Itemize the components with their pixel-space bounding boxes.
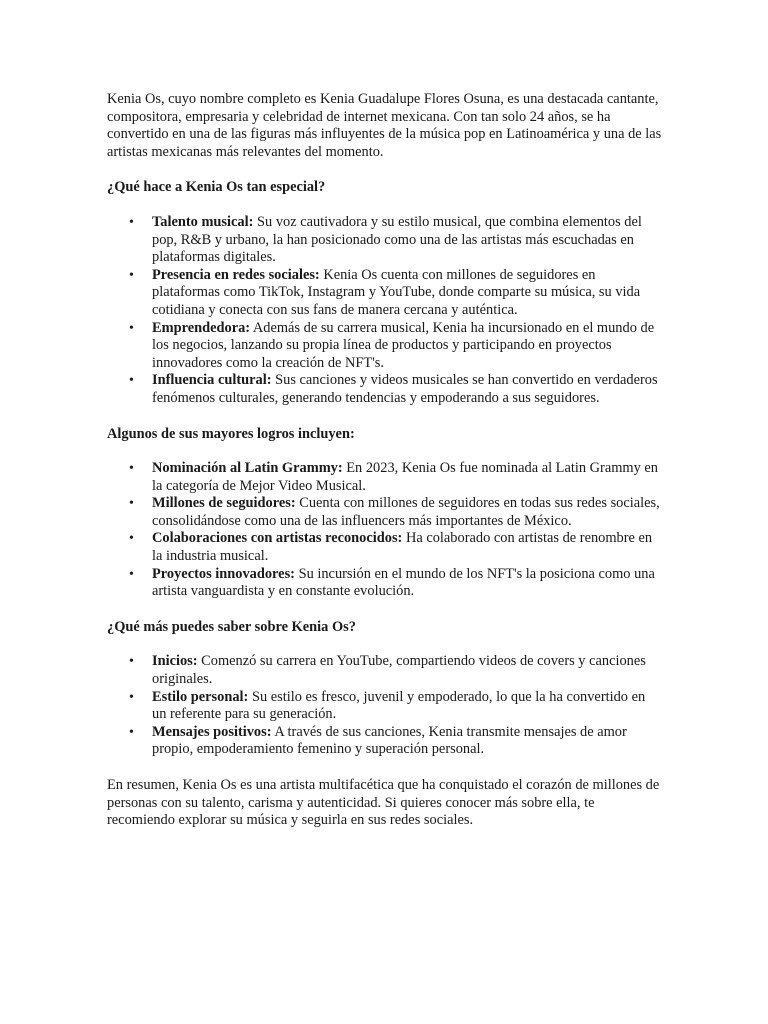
list-item <box>129 495 662 530</box>
bullet-icon: • <box>129 373 134 389</box>
list-item-text: Su voz cautivadora y su estilo musical, que combina elementos del pop, R&B y urbano, la han posicionado como una de las artistas más escuchadas en plataformas digitales. <box>152 213 642 266</box>
list-item-text: Su incursión en el mundo de los NFT's la posiciona como una artista vanguardista y en constante evolución. <box>152 565 655 600</box>
section-heading-mas: ¿Qué más puedes saber sobre Kenia Os? <box>107 618 356 635</box>
list-item <box>129 372 662 407</box>
list-item-text: Kenia Os cuenta con millones de seguidores en plataformas como TikTok, Instagram y YouTube, donde comparte su música, su vida cotidiana y conecta con sus fans de manera cercana y auténtica. <box>152 266 641 318</box>
list-item-term: Emprendedora: <box>152 319 251 336</box>
list-item-text: Ha colaborado con artistas de renombre en la industria musical. <box>152 530 653 565</box>
bullet-list-mas <box>107 653 662 759</box>
list-item <box>129 565 662 601</box>
list-item <box>129 460 662 495</box>
bullet-list-especial <box>107 214 662 408</box>
list-item-term: Colaboraciones con artistas reconocidos: <box>152 530 403 547</box>
list-item-term: Inicios: <box>152 653 198 670</box>
list-item-text: Además de su carrera musical, Kenia ha incursionado en el mundo de los negocios, lanzando su propia línea de productos y participando en proyectos innovadores como la creación de NFT's. <box>152 319 655 371</box>
bullet-icon: • <box>129 724 134 740</box>
bullet-icon: • <box>129 320 134 336</box>
list-item-term: Proyectos innovadores: <box>152 565 295 582</box>
bullet-icon: • <box>129 496 134 512</box>
list-item-term: Talento musical: <box>152 213 254 230</box>
list-item-text: Su estilo es fresco, juvenil y empoderado, lo que la ha convertido en un referente para su generación. <box>152 688 646 723</box>
list-item-term: Influencia cultural: <box>152 372 272 389</box>
list-item <box>129 319 662 373</box>
list-item-text: Sus canciones y videos musicales se han convertido en verdaderos fenómenos culturales, generando tendencias y empoderando a sus seguidores. <box>152 372 658 406</box>
list-item <box>129 213 662 267</box>
list-item <box>129 688 662 724</box>
list-item <box>129 266 662 320</box>
bullet-icon: • <box>129 531 134 547</box>
bullet-icon: • <box>129 566 134 582</box>
bullet-icon: • <box>129 214 134 230</box>
list-item-term: Presencia en redes sociales: <box>152 266 320 283</box>
bullet-icon: • <box>129 689 134 705</box>
list-item-term: Estilo personal: <box>152 688 249 705</box>
list-item-text: A través de sus canciones, Kenia transmite mensajes de amor propio, empoderamiento femenino y superación personal. <box>152 723 627 758</box>
bullet-icon: • <box>129 461 134 477</box>
list-item <box>129 530 662 565</box>
section-heading-logros: Algunos de sus mayores logros incluyen: <box>107 425 355 442</box>
list-item-text: Comenzó su carrera en YouTube, compartiendo videos de covers y canciones originales. <box>152 653 646 688</box>
conclusion-paragraph: En resumen, Kenia Os es una artista multifacética que ha conquistado el corazón de millones de personas con su talento, carisma y autenticidad. Si quieres conocer más sobre ella, te recomiendo explorar su música y seguirla en sus redes sociales. <box>107 777 660 829</box>
list-item-term: Mensajes positivos: <box>152 723 272 740</box>
bullet-icon: • <box>129 654 134 670</box>
document-page <box>107 91 662 830</box>
intro-paragraph: Kenia Os, cuyo nombre completo es Kenia Guadalupe Flores Osuna, es una destacada cantante, compositora, empresaria y celebridad de internet mexicana. Con tan solo 24 años, se ha convertido en una de las figuras más influyentes de la música pop en Latinoamérica y una de las artistas mexicanas más relevantes del momento. <box>107 91 662 160</box>
bullet-list-logros <box>107 460 662 601</box>
list-item-text: Cuenta con millones de seguidores en todas sus redes sociales, consolidándose como una de las influencers más importantes de México. <box>152 495 660 529</box>
list-item-text: En 2023, Kenia Os fue nominada al Latin Grammy en la categoría de Mejor Video Musical. <box>152 460 658 494</box>
list-item <box>129 653 662 688</box>
bullet-icon: • <box>129 267 134 283</box>
list-item-term: Millones de seguidores: <box>152 495 296 512</box>
list-item <box>129 723 662 759</box>
list-item-term: Nominación al Latin Grammy: <box>152 460 343 477</box>
section-heading-especial: ¿Qué hace a Kenia Os tan especial? <box>107 179 326 196</box>
